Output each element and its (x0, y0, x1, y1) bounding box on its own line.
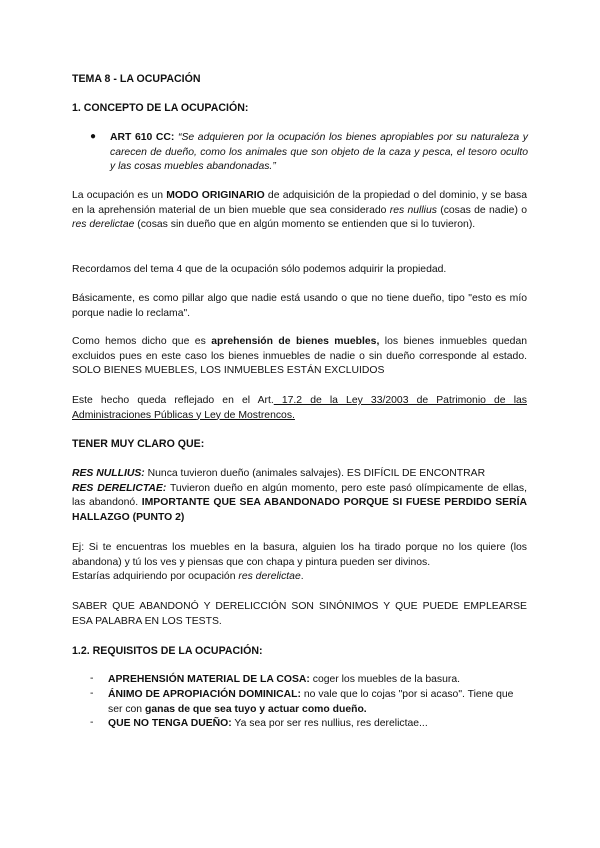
text-run: no vale que lo cojas "por si acaso". Tiene que ser con (108, 689, 514, 715)
res-definitions (72, 467, 527, 525)
modo-originario-bold: MODO ORIGINARIO (166, 190, 265, 201)
aprehension-bold: aprehensión de bienes muebles, (211, 336, 380, 347)
text-run: La ocupación es un (72, 190, 167, 201)
document-title: TEMA 8 - LA OCUPACIÓN (72, 73, 201, 85)
ley-reference-link: 17.2 de la Ley 33/2003 de Patrimonio de las Administraciones Públicas y Ley de Mostrencos. (72, 395, 527, 421)
paragraph-ley (72, 394, 527, 423)
requisito-label: QUE NO TENGA DUEÑO: (108, 718, 232, 729)
text-run: coger los muebles de la basura. (309, 674, 461, 685)
dash-bullet: - (90, 673, 94, 684)
requisito-label: APREHENSIÓN MATERIAL DE LA COSA: (108, 674, 310, 685)
text-run: (cosas de nadie) o (436, 204, 527, 216)
res-derelictae-label: RES DERELICTAE: (72, 482, 167, 494)
section-heading-requisitos: 1.2. REQUISITOS DE LA OCUPACIÓN: (72, 645, 263, 657)
text-run: . (300, 571, 304, 583)
tener-claro-heading: TENER MUY CLARO QUE: (72, 438, 205, 450)
text-run: Ya sea por ser res nullius, res derelictae... (231, 718, 428, 729)
res-derelictae-italic: res derelictae (72, 219, 135, 231)
paragraph-basicamente: Básicamente, es como pillar algo que nadie está usando o que no tiene dueño, tipo "esto es mío porque nadie lo reclama". (72, 293, 527, 319)
text-run: Este hecho queda reflejado en el Art. (72, 395, 274, 406)
ganas-bold: ganas de que sea tuyo y actuar como dueño. (144, 703, 367, 715)
text-run: Como hemos dicho que es (72, 336, 212, 347)
art-label: ART 610 CC: (110, 132, 175, 143)
requisito-sin-dueno (108, 717, 528, 732)
paragraph-saber: SABER QUE ABANDONÓ Y DERELICCIÓN SON SINÓNIMOS Y QUE PUEDE EMPLEARSE ESA PALABRA EN LOS TESTS. (72, 601, 527, 627)
requisito-animo (108, 688, 528, 717)
text-run: Estarías adquiriendo por ocupación (72, 571, 239, 583)
text-run: (cosas sin dueño que en algún momento se entienden que si lo tuvieron). (134, 219, 476, 231)
dash-bullet: - (90, 688, 94, 699)
res-nullius-label: RES NULLIUS: (72, 468, 145, 479)
res-derelictae-italic: res derelictae (238, 571, 301, 583)
paragraph-muebles (72, 335, 527, 379)
text-run: de adquisición de la propiedad o del dominio, y se basa en la aprehensión material de un bien mueble que sea considerado (72, 190, 527, 216)
text-run: Tuvieron dueño en algún momento, pero este pasó olímpicamente de ellas, las abandonó. (72, 482, 527, 509)
requisito-label: ÁNIMO DE APROPIACIÓN DOMINICAL: (108, 689, 301, 700)
art-quote-text: “Se adquieren por la ocupación los bienes apropiables por su naturaleza y carecen de dueño, como los animales que son objeto de la caza y pesca, el tesoro oculto y las cosas muebles abandonadas.” (110, 132, 528, 173)
art-610-quote (110, 131, 528, 175)
res-nullius-italic: res nullius (389, 204, 437, 216)
text-run: los bienes inmuebles quedan excluidos pues en este caso los bienes inmuebles de nadie o sin dueño corresponde al estado. SOLO BIENES MUEBLES, LOS INMUEBLES ESTÁN EXCLUIDOS (72, 336, 528, 377)
requisito-aprehension (108, 673, 528, 688)
text-run: Nunca tuvieron dueño (animales salvajes). ES DIFÍCIL DE ENCONTRAR (144, 468, 486, 479)
text-run: Ej: Si te encuentras los muebles en la basura, alguien los ha tirado porque no los quiere (los abandona) y tú los ves y piensas que con chapa y pintura pueden ser divinos. (72, 542, 527, 568)
paragraph-definition (72, 189, 527, 233)
dash-bullet: - (90, 717, 94, 728)
bullet-icon: ● (90, 131, 97, 142)
paragraph-recordamos: Recordamos del tema 4 que de la ocupación sólo podemos adquirir la propiedad. (72, 264, 447, 275)
importante-bold: IMPORTANTE QUE SEA ABANDONADO PORQUE SI FUESE PERDIDO SERÍA HALLAZGO (PUNTO 2) (72, 497, 527, 523)
paragraph-ejemplo (72, 541, 527, 585)
section-heading-concepto: 1. CONCEPTO DE LA OCUPACIÓN: (72, 102, 249, 114)
